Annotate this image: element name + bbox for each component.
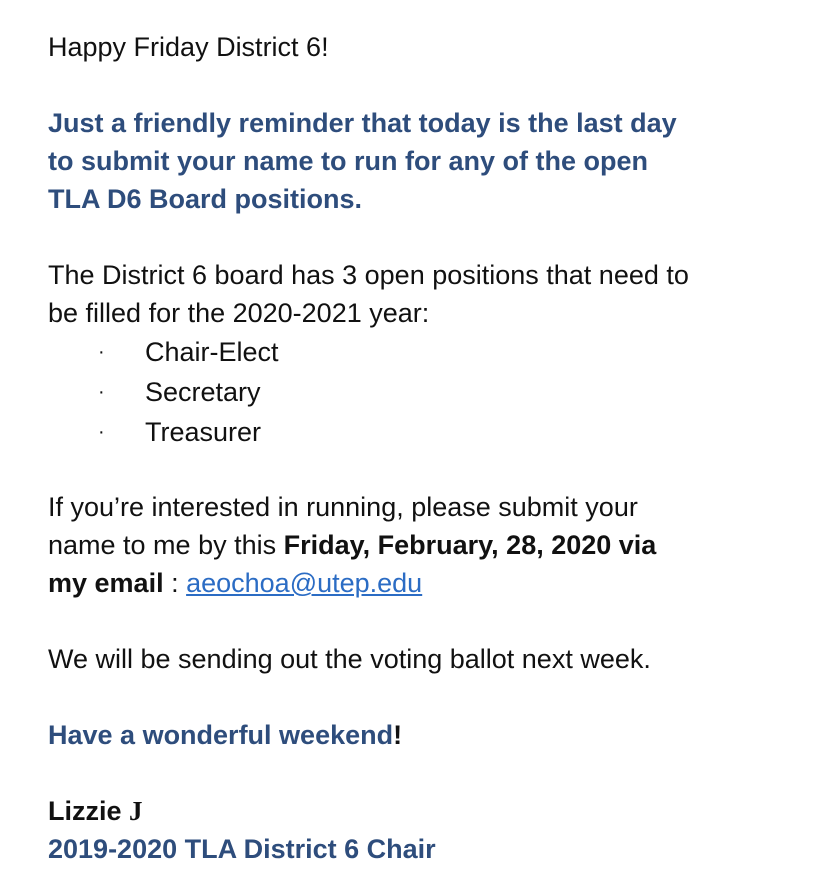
position-secretary: Secretary [145, 377, 261, 407]
spacer [48, 602, 798, 640]
greeting: Happy Friday District 6! [48, 32, 329, 62]
reminder-line-2: to submit your name to run for any of the open [48, 146, 649, 176]
signature-title: 2019-2020 TLA District 6 Chair [48, 834, 436, 864]
email-separator: : [163, 568, 187, 598]
signature-name [48, 792, 798, 830]
bullet-icon: · [98, 421, 105, 443]
spacer [48, 678, 798, 716]
email-label: my email [48, 568, 164, 598]
spacer [48, 66, 798, 104]
signature-first-name: Lizzie [48, 796, 130, 826]
bullet-icon: · [98, 381, 105, 403]
reminder-line-3: TLA D6 Board positions. [48, 184, 363, 214]
board-intro-line-2: be filled for the 2020-2021 year: [48, 298, 430, 328]
email-body [48, 28, 798, 868]
positions-list [48, 332, 798, 452]
closing-punct: ! [393, 720, 403, 750]
closing-line [48, 716, 798, 754]
closing-text: Have a wonderful weekend [48, 720, 394, 750]
instructions-line-1: If you’re interested in running, please submit your [48, 492, 638, 522]
deadline-text: Friday, February, 28, 2020 via [283, 530, 657, 560]
list-item [48, 412, 798, 452]
reminder-line-1: Just a friendly reminder that today is the last day [48, 108, 677, 138]
spacer [48, 218, 798, 256]
reminder-paragraph [48, 104, 798, 218]
position-treasurer: Treasurer [145, 417, 262, 447]
signature-initial: J [129, 796, 143, 826]
list-item [48, 332, 798, 372]
ballot-notice: We will be sending out the voting ballot next week. [48, 644, 651, 674]
list-item [48, 372, 798, 412]
email-link[interactable]: aeochoa@utep.edu [186, 568, 423, 598]
bullet-icon: · [98, 341, 105, 363]
spacer [48, 452, 798, 488]
position-chair-elect: Chair-Elect [145, 337, 279, 367]
instructions-line-2 [48, 526, 798, 564]
instructions-text: name to me by this [48, 530, 284, 560]
board-intro-line-1: The District 6 board has 3 open positions that need to [48, 260, 689, 290]
board-intro-paragraph [48, 256, 798, 332]
instructions-paragraph [48, 488, 798, 602]
spacer [48, 754, 798, 792]
instructions-line-3 [48, 564, 798, 602]
